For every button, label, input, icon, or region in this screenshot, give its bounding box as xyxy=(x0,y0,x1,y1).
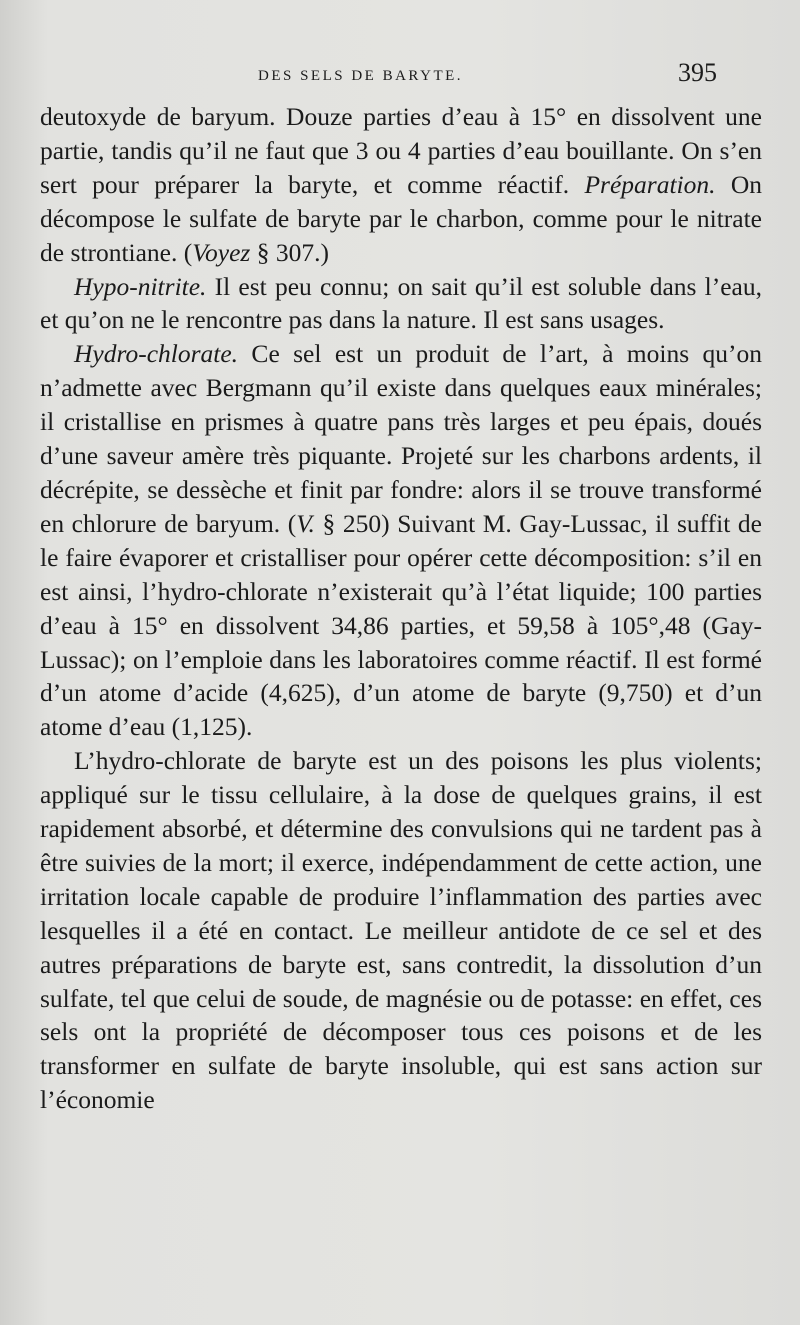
paragraph-2 xyxy=(40,270,762,338)
running-head xyxy=(0,52,800,92)
page-number: 395 xyxy=(678,58,717,87)
body-text xyxy=(40,100,762,1117)
paragraph-1-rest-2: § 307.) xyxy=(250,237,329,267)
running-title: DES SELS DE BARYTE. xyxy=(258,68,464,84)
paragraph-1-rest: On décompose le sulfate de baryte par le charbon, comme pour le nitrate de strontiane. ( xyxy=(40,169,762,267)
paragraph-2-heading: Hypo-nitrite. xyxy=(74,271,207,301)
paragraph-3-italic-2: V. xyxy=(296,508,315,538)
paragraph-1-italic: Préparation. xyxy=(584,169,716,199)
paragraph-1 xyxy=(40,100,762,270)
paragraph-3 xyxy=(40,337,762,744)
paragraph-4 xyxy=(40,744,762,1117)
paragraph-3-heading: Hydro-chlorate. xyxy=(74,339,239,369)
paragraph-3-text: Ce sel est un produit de l’art, à moins qu’on n’admette avec Bergmann qu’il existe dans quelques eaux minérales; il cristallise en prismes à quatre pans très larges et peu épais, doués d’une saveur amère très piquante. Projeté sur les charbons ardents, il décrépite, se dessèche et finit par fondre: alors il se trouve transformé en chlorure de baryum. ( xyxy=(40,339,762,538)
paragraph-2-text: Il est peu connu; on sait qu’il est soluble dans l’eau, et qu’on ne le rencontre pas dans la nature. Il est sans usages. xyxy=(40,271,762,335)
paragraph-3-rest-2: § 250) Suivant M. Gay-Lussac, il suffit de le faire évaporer et cristalliser pour opérer cette décomposition: s’il en est ainsi, l’hydro-chlorate n’existerait qu’à l’état liquide; 100 parties d’eau à 15° en dissolvent 34,86 parties, et 59,58 à 105°,48 (Gay-Lussac); on l’emploie dans les laboratoires comme réactif. Il est formé d’un atome d’acide (4,625), d’un atome de baryte (9,750) et d’un atome d’eau (1,125). xyxy=(40,508,762,742)
paragraph-4-text: L’hydro-chlorate de baryte est un des poisons les plus violents; appliqué sur le tissu cellulaire, à la dose de quelques grains, il est rapidement absorbé, et détermine des convulsions qui ne tardent pas à être suivies de la mort; il exerce, indépendamment de cette action, une irritation locale capable de produire l’inflammation des parties avec lesquelles il a été en contact. Le meilleur antidote de ce sel et des autres préparations de baryte est, sans contredit, la dissolution d’un sulfate, tel que celui de soude, de magnésie ou de potasse: en effet, ces sels ont la propriété de décomposer tous ces poisons et de les transformer en sulfate de baryte insoluble, qui est sans action sur l’économie xyxy=(40,746,762,1115)
paragraph-1-text: deutoxyde de baryum. Douze parties d’eau à 15° en dissolvent une partie, tandis qu’il ne faut que 3 ou 4 parties d’eau bouillante. On s’en sert pour préparer la baryte, et comme réactif. xyxy=(40,102,762,199)
paragraph-1-italic-2: Voyez xyxy=(192,237,251,267)
